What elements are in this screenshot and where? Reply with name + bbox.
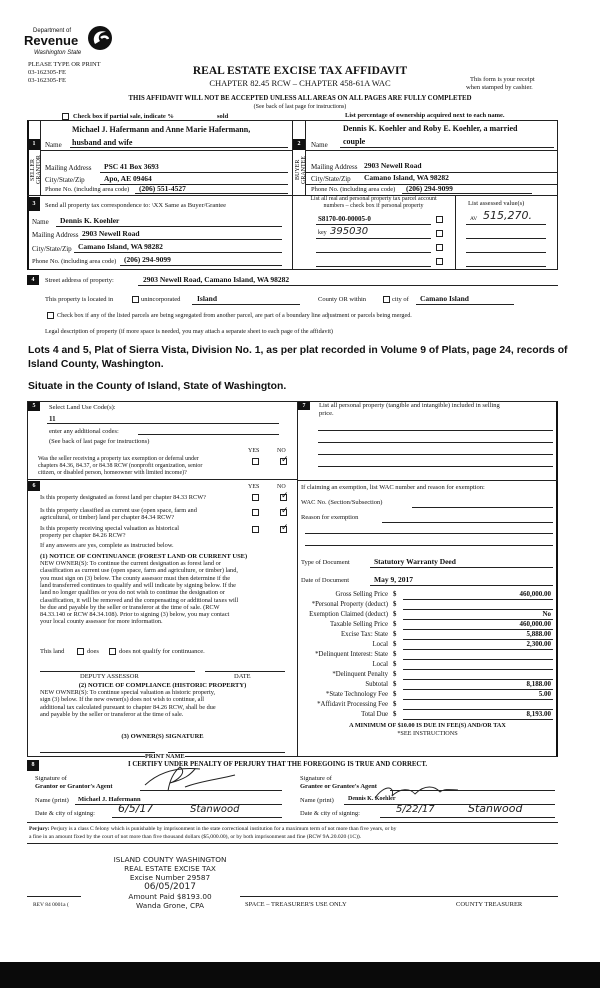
checkmark-icon: ✓ [281, 454, 289, 464]
fee-row [300, 610, 555, 620]
city-of-label: city of [392, 296, 409, 303]
wac-label: WAC No. (Section/Subsection) [301, 499, 383, 506]
county-or-label: County OR within [318, 296, 367, 303]
city[interactable]: Camano Island [420, 294, 469, 303]
doc-date[interactable]: May 9, 2017 [374, 575, 413, 584]
fee-value[interactable]: 2,300.00 [526, 640, 551, 648]
parcel-label-1: List all real and personal property tax parcel account [310, 196, 437, 202]
seller-city-label: City/State/Zip [45, 176, 85, 184]
county[interactable]: Island [197, 294, 218, 303]
situate[interactable]: Situate in the County of Island, State of Washington. [28, 381, 287, 392]
buyer-phone-label: Phone No. (including area code) [311, 186, 396, 193]
notice-line: classification, it will be removed and the compensating or additional taxes will [40, 596, 239, 604]
fee-row [300, 600, 555, 610]
fee-row [300, 620, 555, 630]
legal-label: Legal description of property (if more space is needed, you may attach a separate sheet to each page of the affidavit) [45, 328, 333, 335]
fee-value[interactable]: 8,193.00 [526, 710, 551, 718]
print-name-label: PRINT NAME [145, 753, 185, 760]
additional-codes-label: enter any additional codes: [49, 428, 119, 435]
logo-revenue: Revenue [24, 33, 79, 48]
segregate-label: Check box if any of the listed parcels are being segregated from another parcel, are part of a boundary line adjustment or parcels being merged. [57, 312, 412, 319]
buyer-city[interactable]: Camano Island, WA 98282 [364, 173, 449, 182]
fee-label: Total Due [361, 711, 388, 718]
section-2-number: 2 [293, 139, 305, 150]
grantor-city[interactable]: Stanwood [190, 804, 240, 815]
parcel-3-checkbox[interactable] [436, 244, 443, 251]
section-8-number: 8 [27, 760, 39, 771]
parcel-2[interactable]: 395030 [330, 226, 369, 237]
fee-row [300, 590, 555, 600]
dollar-sign: $ [393, 711, 397, 718]
fee-row [300, 700, 555, 710]
dollar-sign: $ [393, 591, 397, 598]
s6-yes: YES [248, 484, 260, 490]
dollar-sign: $ [393, 691, 397, 698]
treasurer-use-only: SPACE – TREASURER'S USE ONLY [245, 901, 347, 908]
s6-q1-yes[interactable] [252, 494, 259, 501]
city-checkbox[interactable] [383, 296, 390, 303]
s5-q1c: citizen, or disabled person, homeowner with limited income)? [38, 470, 187, 476]
doc-date-label: Date of Document [301, 577, 350, 584]
parcel-1[interactable]: S8170-00-00005-0 [318, 215, 371, 223]
treasurer-stamp [70, 856, 270, 911]
land-use-code[interactable]: 11 [49, 415, 56, 423]
fee-value[interactable]: 5.00 [538, 690, 551, 698]
stamp-line-1: ISLAND COUNTY WASHINGTON [113, 855, 227, 864]
partial-sale-checkbox[interactable] [62, 113, 69, 120]
seller-name-1[interactable]: Michael J. Hafermann and Anne Marie Hafermann, [72, 125, 251, 134]
s6-q3-no[interactable] [280, 522, 289, 533]
fee-row [300, 650, 555, 660]
fee-label: Local [372, 641, 388, 648]
fee-label: Exemption Claimed (deduct) [309, 611, 388, 618]
s5-no: NO [277, 448, 286, 454]
please-type: PLEASE TYPE OR PRINT [28, 61, 101, 68]
section-1-number: 1 [28, 139, 40, 150]
s5-q1b: chapters 84.36, 84.37, or 84.38 RCW (nonprofit organization, senior [38, 463, 203, 469]
s5-no-checkbox[interactable] [280, 454, 289, 465]
does-label: does [87, 648, 99, 655]
page-title: REAL ESTATE EXCISE TAX AFFIDAVIT [192, 65, 408, 77]
street-address[interactable]: 2903 Newell Road, Camano Island, WA 98282 [143, 275, 290, 284]
doc-number-2: 03-162305-FE [28, 77, 66, 84]
fee-row [300, 670, 555, 680]
street-label: Street address of property: [45, 277, 114, 284]
buyer-name-1[interactable]: Dennis K. Koehler and Roby E. Koehler, a married [343, 124, 518, 133]
buyer-mail-label: Mailing Address [311, 163, 358, 171]
seller-side-label: SELLER GRANTOR [30, 155, 42, 185]
s6-ifany: If any answers are yes, complete as instructed below. [40, 542, 174, 549]
notice-line: land transferred continues to qualify and will indicate by signing below. If the [40, 581, 236, 589]
receipt-note-1: This form is your receipt [470, 76, 535, 83]
stamp-line-2: REAL ESTATE EXCISE TAX [124, 863, 216, 873]
fee-value[interactable]: 460,000.00 [519, 590, 551, 598]
s6-q2-no[interactable] [280, 505, 289, 516]
grantee-agent-label: Grantee or Grantee's Agent [300, 783, 377, 790]
minimum-note: A MINIMUM OF $10.00 IS DUE IN FEE(S) AND/OR TAX [349, 722, 506, 729]
fee-label: *Delinquent Interest: State [315, 651, 388, 658]
parcel-1-checkbox[interactable] [436, 216, 443, 223]
fee-value[interactable]: 5,888.00 [526, 630, 551, 638]
s6-q2b: agricultural, or timber) land per chapter 84.34 RCW? [40, 514, 175, 521]
tax-name-label: Name [32, 218, 49, 226]
certify: I CERTIFY UNDER PENALTY OF PERJURY THAT THE FOREGOING IS TRUE AND CORRECT. [128, 761, 428, 768]
stamp-line-3: Excise Number 29587 [129, 872, 211, 882]
buyer-name-label: Name [311, 141, 328, 149]
dollar-sign: $ [393, 621, 397, 628]
tax-name[interactable]: Dennis K. Koehler [60, 216, 120, 225]
s6-q3b: property per chapter 84.26 RCW? [40, 532, 126, 539]
grantor-date-label: Date & city of signing: [35, 810, 95, 817]
tax-mail-label: Mailing Address [32, 231, 79, 239]
dollar-sign: $ [393, 641, 397, 648]
tax-mail[interactable]: 2903 Newell Road [82, 229, 140, 238]
fee-row [300, 710, 555, 720]
fee-label: Taxable Selling Price [329, 621, 388, 628]
tax-phone-label: Phone No. (including area code) [32, 258, 117, 265]
seller-name-label: Name [45, 141, 62, 149]
does-checkbox[interactable] [77, 648, 84, 655]
buyer-mail[interactable]: 2903 Newell Road [364, 161, 422, 170]
fee-label: *Delinquent Penalty [332, 671, 388, 678]
doc-type[interactable]: Statutory Warranty Deed [374, 557, 456, 566]
perjury-text-2: a fine in an amount fixed by the court of not more than five thousand dollars ($5,000.00), or by both imprisonment and fine (RCW 9A.20.020 (1C)). [29, 834, 362, 840]
doc-number-1: 03-162305-FE [28, 69, 66, 76]
fee-value[interactable]: 460,000.00 [519, 620, 551, 628]
s5-see-back: (See back of last page for instructions) [49, 438, 150, 445]
tax-corr-label: Send all property tax correspondence to: \XX Same as Buyer/Grantee [45, 202, 227, 209]
section-5-number: 5 [28, 402, 40, 411]
dollar-sign: $ [393, 611, 397, 618]
stamp-amount: Amount Paid $8193.00 [128, 892, 212, 902]
notice-line: 84.33.140 or RCW 84.34.108). Prior to signing (3) below, you may contact [40, 611, 230, 619]
receipt-note-2: when stamped by cashier. [466, 84, 533, 91]
date-label: DATE [234, 673, 251, 680]
grantor-date[interactable]: 6/5/17 [118, 802, 154, 815]
s6-q3a: Is this property receiving special valuation as historical [40, 525, 180, 532]
grantor-name-label: Name (print) [35, 797, 69, 804]
assessed-label: List assessed value(s) [468, 200, 525, 207]
section-4-number: 4 [27, 275, 39, 285]
notice-line: your local county assessor for more information. [40, 618, 163, 626]
grantee-sig-of: Signature of [300, 775, 332, 782]
s5-q1a: Was the seller receiving a property tax exemption or deferral under [38, 456, 199, 462]
dor-logo-icon [86, 24, 114, 52]
dollar-sign: $ [393, 631, 397, 638]
fee-label: Gross Selling Price [335, 591, 388, 598]
fee-row [300, 660, 555, 670]
owner-signature-label: (3) OWNER(S) SIGNATURE [121, 733, 204, 740]
segregate-checkbox[interactable] [47, 312, 54, 319]
s6-q2a: Is this property classified as current use (open space, farm and [40, 507, 197, 514]
s5-yes-checkbox[interactable] [252, 458, 259, 465]
grantor-sig-of: Signature of [35, 775, 67, 782]
located-label: This property is located in [45, 296, 114, 303]
exemption-label: If claiming an exemption, list WAC number and reason for exemption: [301, 484, 485, 491]
seller-mail[interactable]: PSC 41 Box 3693 [104, 162, 159, 171]
dollar-sign: $ [393, 681, 397, 688]
personal-property-label-1: List all personal property (tangible and intangible) included in selling [319, 402, 500, 409]
chapter: CHAPTER 82.45 RCW – CHAPTER 458-61A WAC [209, 78, 391, 88]
dollar-sign: $ [393, 701, 397, 708]
seller-city[interactable]: Apo, AE 09464 [104, 174, 152, 183]
dollar-sign: $ [393, 671, 397, 678]
notice-2-title: (2) NOTICE OF COMPLIANCE (HISTORIC PROPERTY) [78, 682, 247, 689]
perjury-body: Perjury is a class C felony which is punishable by imprisonment in the state correctional institution for a maximum term of not more than five years, or by [49, 826, 397, 832]
grantee-date-label: Date & city of signing: [300, 810, 360, 817]
grantee-name[interactable]: Dennis K. Koehler [348, 796, 396, 802]
dollar-sign: $ [393, 651, 397, 658]
notice-1-title: (1) NOTICE OF CONTINUANCE (FOREST LAND OR CURRENT USE) [40, 553, 248, 560]
notice-line: land no longer qualifies or you do not wish to continue the designation or [40, 589, 225, 597]
section-6-number: 6 [28, 481, 40, 491]
section-7-number: 7 [298, 402, 310, 410]
see-instructions: *SEE INSTRUCTIONS [397, 730, 458, 737]
buyer-side-label: BUYER GRANTEE [295, 156, 307, 184]
scan-border [0, 962, 600, 988]
s6-q1: Is this property designated as forest land per chapter 84.33 RCW? [40, 494, 206, 501]
list-percentage: List percentage of ownership acquired next to each name. [345, 112, 505, 119]
tax-city-label: City/State/Zip [32, 245, 72, 253]
fee-label: Subtotal [365, 681, 388, 688]
tax-phone[interactable]: (206) 294-9099 [124, 255, 171, 264]
doc-type-label: Type of Document [301, 559, 350, 566]
notice-line: and payable by the seller or transferor at the time of sale. [40, 710, 184, 718]
grantee-city[interactable]: Stanwood [468, 802, 523, 815]
perjury-text-1 [29, 826, 396, 832]
fee-value[interactable]: 8,188.00 [526, 680, 551, 688]
grantor-name[interactable]: Michael J. Hafermann [78, 796, 141, 803]
parcel-4-checkbox[interactable] [436, 258, 443, 265]
seller-name-2[interactable]: husband and wife [72, 138, 133, 147]
does-not-label: does not qualify for continuance. [119, 648, 205, 655]
notice-line: sign (3) below. If the new owner(s) does not wish to continue, all [40, 696, 204, 704]
legal-description-1[interactable]: Lots 4 and 5, Plat of Sierra Vista, Division No. 1, as per plat recorded in Volume 9 of Plats, page 24, records of [28, 345, 568, 356]
perjury-bold: Perjury: [29, 826, 50, 832]
grantee-name-label: Name (print) [300, 797, 334, 804]
warning: THIS AFFIDAVIT WILL NOT BE ACCEPTED UNLESS ALL AREAS ON ALL PAGES ARE FULLY COMPLETED [128, 95, 472, 102]
notice-line: NEW OWNER(S): To continue special valuation as historic property, [40, 689, 216, 696]
legal-description-2[interactable]: Island County, Washington. [28, 359, 164, 370]
fee-label: *State Technology Fee [325, 691, 388, 698]
s6-q1-no[interactable] [280, 490, 289, 501]
seller-mail-label: Mailing Address [45, 164, 92, 172]
fee-row [300, 640, 555, 650]
rev-number: REV 84 0001a ( [33, 902, 69, 908]
parcel-label-2: numbers – check box if personal property [323, 203, 424, 209]
logo-dept: Department of [33, 28, 72, 34]
parcel-2-label: key [318, 230, 327, 236]
fee-label: *Personal Property (deduct) [311, 601, 388, 608]
fee-label: *Affidavit Processing Fee [317, 701, 388, 708]
notice-line: NEW OWNER(S): To continue the current designation as forest land or [40, 560, 221, 567]
grantor-signature[interactable] [140, 763, 240, 795]
county-treasurer: COUNTY TREASURER [456, 901, 523, 908]
notice-line: additional tax calculated pursuant to chapter 84.26 RCW, shall be due [40, 703, 216, 711]
does-not-checkbox[interactable] [109, 648, 116, 655]
grantee-date[interactable]: 5/22/17 [396, 804, 435, 815]
see-back: (See back of last page for instructions) [253, 104, 347, 110]
land-use-label: Select Land Use Code(s): [49, 404, 116, 411]
deputy-assessor-label: DEPUTY ASSESSOR [80, 673, 139, 680]
fee-label: Local [372, 661, 388, 668]
notice-line: be due and payable by the seller or transferor at the time of sale. (RCW [40, 603, 220, 611]
assessed-value[interactable]: 515,270. [483, 209, 532, 222]
parcel-2-checkbox[interactable] [436, 230, 443, 237]
checkmark-icon: ✓ [281, 505, 289, 515]
unincorporated-label: unincorporated [141, 296, 181, 303]
notice-line: you must sign on (3) below. The county assessor must then determine if the [40, 574, 231, 582]
av-label: AV [470, 216, 478, 222]
buyer-phone[interactable]: (206) 294-9099 [406, 184, 453, 193]
s6-q2-yes[interactable] [252, 509, 259, 516]
dollar-sign: $ [393, 661, 397, 668]
sold-label: sold [217, 113, 229, 120]
reason-label: Reason for exemption [301, 514, 359, 521]
checkmark-icon: ✓ [281, 490, 289, 500]
s6-q3-yes[interactable] [252, 526, 259, 533]
seller-phone-label: Phone No. (including area code) [45, 186, 130, 193]
tax-city[interactable]: Camano Island, WA 98282 [78, 242, 163, 251]
fee-row [300, 680, 555, 690]
buyer-city-label: City/State/Zip [311, 175, 351, 183]
s5-yes: YES [248, 448, 260, 454]
notice-line: classification as current use (open space, farm and agriculture, or timber) land, [40, 567, 238, 575]
stamp-date: 06/05/2017 [144, 882, 196, 893]
fee-label: Excise Tax: State [341, 631, 388, 638]
personal-property-label-2: price. [319, 410, 334, 417]
this-land-label: This land [40, 648, 65, 655]
unincorporated-checkbox[interactable] [132, 296, 139, 303]
fee-value[interactable]: No [542, 610, 551, 618]
checkmark-icon: ✓ [281, 522, 289, 532]
partial-sale-label: Check box if partial sale, indicate % [73, 113, 174, 120]
s6-no: NO [277, 484, 286, 490]
grantor-agent-label: Grantor or Grantor's Agent [35, 783, 113, 790]
stamp-signer: Wanda Grone, CPA [136, 900, 204, 910]
logo-state: Washington State [34, 50, 82, 56]
section-3-number: 3 [28, 197, 40, 211]
fee-row [300, 630, 555, 640]
fee-row [300, 690, 555, 700]
dollar-sign: $ [393, 601, 397, 608]
buyer-name-2[interactable]: couple [343, 137, 366, 146]
seller-phone[interactable]: (206) 551-4527 [139, 184, 186, 193]
